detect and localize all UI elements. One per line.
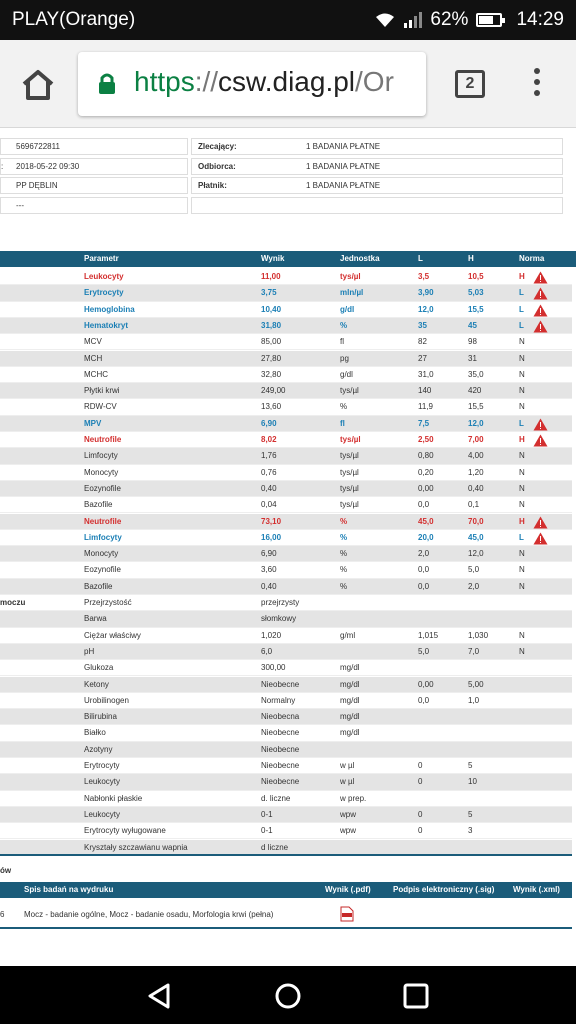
cell-h: 15,5 xyxy=(468,304,484,314)
cell-p: RDW-CV xyxy=(84,402,117,412)
address-bar[interactable] xyxy=(78,52,426,116)
cell-n: L xyxy=(519,418,524,428)
cell-l: 3,5 xyxy=(418,272,430,281)
cell-l: 20,0 xyxy=(418,532,434,542)
cell-p: Nabłonki płaskie xyxy=(84,793,143,803)
table-row xyxy=(0,595,572,611)
cell-p: Azotyny xyxy=(84,744,113,754)
cell-p: Bazofile xyxy=(84,581,113,591)
cell-l: 0,00 xyxy=(418,679,434,689)
cell-w: Nieobecne xyxy=(261,761,300,770)
cell-l: 82 xyxy=(418,337,427,347)
cell-j: % xyxy=(340,565,348,575)
cell-p: Przejrzystość xyxy=(84,598,132,607)
order-party xyxy=(191,138,563,155)
cell-w: przejrzysty xyxy=(261,598,300,607)
cell-h: 7,00 xyxy=(468,435,484,444)
cell-j: wpw xyxy=(340,826,357,836)
cell-w: 0,76 xyxy=(261,467,277,477)
cell-l: 0,80 xyxy=(418,451,434,461)
cell-h: 5,0 xyxy=(468,565,480,575)
cell-h: 45,0 xyxy=(468,532,484,542)
col-wynik: Wynik xyxy=(261,254,285,263)
order-field-value: 5696722811 xyxy=(16,142,60,151)
docs-section-label: ów xyxy=(0,866,12,875)
divider xyxy=(0,854,572,856)
cell-n: N xyxy=(519,402,525,412)
cell-j: mg/dl xyxy=(340,712,360,722)
cell-w: 13,60 xyxy=(261,402,282,412)
section-label: moczu xyxy=(0,598,26,607)
table-row xyxy=(0,546,572,562)
warning-icon xyxy=(533,271,548,284)
table-row xyxy=(0,791,572,807)
cell-w: Nieobecne xyxy=(261,744,300,754)
cell-w: 6,90 xyxy=(261,418,277,428)
cell-w: 11,00 xyxy=(261,272,281,281)
cell-p: Hematokryt xyxy=(84,320,129,330)
cell-j: g/dl xyxy=(340,304,355,314)
table-row xyxy=(0,334,572,350)
back-icon[interactable] xyxy=(146,982,172,1010)
cell-w: d. liczne xyxy=(261,793,291,803)
cell-p: Neutrofile xyxy=(84,516,122,526)
cell-l: 3,90 xyxy=(418,288,434,298)
cell-p: Ciężar właściwy xyxy=(84,630,141,640)
cell-w: 6,0 xyxy=(261,646,273,656)
order-field-prefix: : xyxy=(1,162,4,171)
cell-j: % xyxy=(340,516,348,526)
cell-p: Płytki krwi xyxy=(84,386,120,396)
table-row xyxy=(0,318,572,334)
home-icon[interactable] xyxy=(18,68,58,102)
table-row xyxy=(0,644,572,660)
cell-p: MCHC xyxy=(84,369,108,379)
table-row xyxy=(0,562,572,578)
cell-j: % xyxy=(340,320,348,330)
cell-l: 31,0 xyxy=(418,369,434,379)
cell-l: 0 xyxy=(418,826,423,836)
cell-l: 0 xyxy=(418,777,423,787)
cell-j: % xyxy=(340,402,348,412)
order-field xyxy=(0,177,188,194)
cell-j: w µl xyxy=(340,777,355,787)
col-norma: Norma xyxy=(519,254,545,263)
order-party xyxy=(191,197,563,214)
cell-h: 5 xyxy=(468,809,473,819)
table-row xyxy=(0,611,572,627)
col-jednostka: Jednostka xyxy=(340,254,380,263)
browser-toolbar xyxy=(0,40,576,128)
col-xml: Wynik (.xml) xyxy=(513,885,560,894)
cell-l: 35 xyxy=(418,320,427,330)
cell-h: 31 xyxy=(468,353,477,363)
order-party-label: Zlecający: xyxy=(198,142,237,151)
warning-icon xyxy=(533,532,548,545)
col-pdf: Wynik (.pdf) xyxy=(325,885,371,894)
cell-j: tys/µl xyxy=(340,451,359,461)
cell-w: 27,80 xyxy=(261,353,282,363)
docs-row xyxy=(0,906,572,926)
cell-n: N xyxy=(519,581,525,591)
cell-w: 32,80 xyxy=(261,369,282,379)
order-field xyxy=(0,158,188,175)
col-h: H xyxy=(468,254,474,263)
docs-table-header xyxy=(0,882,572,898)
cell-j: % xyxy=(340,532,348,542)
table-row xyxy=(0,693,572,709)
cell-j: tys/µl xyxy=(340,483,359,493)
table-row xyxy=(0,758,572,774)
table-row xyxy=(0,514,572,530)
cell-j: fl xyxy=(340,337,344,347)
warning-icon xyxy=(533,516,548,529)
cell-j: mg/dl xyxy=(340,695,360,705)
cell-l: 1,015 xyxy=(418,630,439,640)
cell-w: 0-1 xyxy=(261,809,273,819)
carrier-name: PLAY(Orange) xyxy=(12,9,136,30)
cell-n: N xyxy=(519,565,525,575)
cell-n: N xyxy=(519,467,525,477)
cell-n: N xyxy=(519,630,525,640)
overflow-menu-icon[interactable] xyxy=(532,68,542,100)
cell-n: N xyxy=(519,451,525,461)
cell-w: słomkowy xyxy=(261,614,297,624)
cell-l: 0,0 xyxy=(418,581,430,591)
cell-l: 0,0 xyxy=(418,695,430,705)
cell-h: 0,1 xyxy=(468,500,480,510)
cell-j: mg/dl xyxy=(340,728,360,738)
cell-j: w prep. xyxy=(340,793,367,803)
warning-icon xyxy=(533,418,548,431)
cell-w: 249,00 xyxy=(261,386,286,396)
order-party-value: 1 BADANIA PŁATNE xyxy=(306,142,381,151)
table-row xyxy=(0,465,572,481)
cell-h: 12,0 xyxy=(468,549,484,559)
battery-percent: 62% xyxy=(430,9,469,30)
cell-n: N xyxy=(519,337,525,347)
cell-j: mg/dl xyxy=(340,663,360,673)
cell-p: Monocyty xyxy=(84,467,119,477)
cell-p: Limfocyty xyxy=(84,451,118,461)
cell-l: 0,0 xyxy=(418,565,430,575)
pdf-icon[interactable] xyxy=(340,906,354,922)
cell-l: 0,20 xyxy=(418,467,434,477)
order-field-value: 2018-05-22 09:30 xyxy=(16,162,80,171)
cell-p: MCH xyxy=(84,353,103,363)
cell-p: Erytrocyty xyxy=(84,761,120,770)
table-row xyxy=(0,807,572,823)
order-party xyxy=(191,158,563,175)
cell-j: % xyxy=(340,581,348,591)
table-row xyxy=(0,383,572,399)
cell-h: 10 xyxy=(468,777,477,787)
cell-h: 1,030 xyxy=(468,630,489,640)
table-row xyxy=(0,709,572,725)
order-field-value: PP DĘBLIN xyxy=(16,181,58,190)
cell-w: 6,90 xyxy=(261,549,277,559)
table-row xyxy=(0,677,572,693)
cell-w: 16,00 xyxy=(261,532,282,542)
android-nav-bar xyxy=(0,966,576,1024)
url-text xyxy=(134,66,394,98)
cell-w: 1,76 xyxy=(261,451,277,461)
wifi-icon xyxy=(374,11,396,29)
cell-p: Bazofile xyxy=(84,500,113,510)
cell-w: 1,020 xyxy=(261,630,282,640)
cell-l: 0 xyxy=(418,761,423,770)
cell-h: 4,00 xyxy=(468,451,484,461)
cell-j: tys/µl xyxy=(340,386,359,396)
cell-h: 5,00 xyxy=(468,679,484,689)
col-parametr: Parametr xyxy=(84,254,119,263)
cell-h: 70,0 xyxy=(468,516,484,526)
docs-row-number: 6 xyxy=(0,910,5,919)
cell-h: 420 xyxy=(468,386,482,396)
table-row xyxy=(0,823,572,839)
cell-l: 2,50 xyxy=(418,435,434,444)
cell-h: 1,0 xyxy=(468,695,480,705)
table-row xyxy=(0,742,572,758)
table-row xyxy=(0,285,572,301)
status-bar xyxy=(0,0,576,40)
col-sig: Podpis elektroniczny (.sig) xyxy=(393,885,495,894)
cell-p: Bilirubina xyxy=(84,712,117,722)
clock: 14:29 xyxy=(516,9,564,30)
table-row xyxy=(0,269,572,285)
table-row xyxy=(0,448,572,464)
cell-n: H xyxy=(519,516,525,526)
cell-j: g/dl xyxy=(340,369,353,379)
col-l: L xyxy=(418,254,423,263)
table-row xyxy=(0,774,572,790)
cell-j: wpw xyxy=(340,809,357,819)
cell-j: % xyxy=(340,549,348,559)
warning-icon xyxy=(533,320,548,333)
cell-h: 5 xyxy=(468,761,473,770)
cell-p: Limfocyty xyxy=(84,532,122,542)
cell-p: Białko xyxy=(84,728,106,738)
cell-h: 15,5 xyxy=(468,402,484,412)
cell-n: L xyxy=(519,304,524,314)
cell-h: 12,0 xyxy=(468,418,484,428)
home-nav-icon[interactable] xyxy=(274,982,302,1010)
cell-w: Nieobecne xyxy=(261,777,300,787)
cell-l: 0,00 xyxy=(418,483,434,493)
cell-w: 3,60 xyxy=(261,565,277,575)
cell-w: 8,02 xyxy=(261,435,277,444)
cell-w: 0,40 xyxy=(261,581,277,591)
cell-p: Barwa xyxy=(84,614,107,624)
col-list: Spis badań na wydruku xyxy=(24,885,114,894)
cell-p: Urobilinogen xyxy=(84,695,129,705)
cell-n: N xyxy=(519,353,525,363)
table-row xyxy=(0,530,572,546)
table-row xyxy=(0,725,572,741)
table-row xyxy=(0,367,572,383)
cell-j: tys/µl xyxy=(340,500,359,510)
cell-p: Leukocyty xyxy=(84,272,124,281)
results-table-header xyxy=(0,251,576,267)
order-field-value: --- xyxy=(16,201,24,210)
cell-w: 85,00 xyxy=(261,337,282,347)
url-path: /Or xyxy=(355,66,394,97)
table-row xyxy=(0,351,572,367)
cell-h: 7,0 xyxy=(468,646,480,656)
cell-n: L xyxy=(519,532,524,542)
page-content xyxy=(0,128,576,966)
cell-j: w µl xyxy=(340,761,355,770)
signal-icon xyxy=(402,11,424,29)
cell-h: 2,0 xyxy=(468,581,480,591)
cell-j: tys/µl xyxy=(340,272,361,281)
cell-w: 0,04 xyxy=(261,500,277,510)
warning-icon xyxy=(533,304,548,317)
cell-p: Eozynofile xyxy=(84,565,121,575)
cell-j: fl xyxy=(340,418,345,428)
cell-p: Erytrocyty wyługowane xyxy=(84,826,166,836)
cell-h: 1,20 xyxy=(468,467,484,477)
tab-switcher-button[interactable]: 2 xyxy=(455,70,485,98)
cell-p: MCV xyxy=(84,337,102,347)
cell-h: 98 xyxy=(468,337,477,347)
battery-icon xyxy=(476,13,502,27)
cell-j: mln/µl xyxy=(340,288,364,298)
cell-n: H xyxy=(519,435,525,444)
table-row xyxy=(0,660,572,676)
cell-n: H xyxy=(519,272,525,281)
cell-l: 5,0 xyxy=(418,646,430,656)
cell-l: 2,0 xyxy=(418,549,430,559)
order-party-label: Płatnik: xyxy=(198,181,227,190)
cell-w: 300,00 xyxy=(261,663,286,673)
cell-h: 3 xyxy=(468,826,473,836)
lock-icon xyxy=(98,72,116,96)
cell-j: g/ml xyxy=(340,630,356,640)
cell-p: Leukocyty xyxy=(84,809,121,819)
table-row xyxy=(0,497,572,513)
cell-w: Normalny xyxy=(261,695,296,705)
url-scheme: https xyxy=(134,66,195,97)
cell-l: 140 xyxy=(418,386,432,396)
cell-w: 10,40 xyxy=(261,304,282,314)
cell-n: L xyxy=(519,288,524,298)
cell-p: Leukocyty xyxy=(84,777,121,787)
cell-j: mg/dl xyxy=(340,679,360,689)
order-field xyxy=(0,197,188,214)
cell-n: N xyxy=(519,646,525,656)
table-row xyxy=(0,302,572,318)
cell-l: 12,0 xyxy=(418,304,434,314)
order-field xyxy=(0,138,188,155)
cell-w: Nieobecna xyxy=(261,712,300,722)
cell-j: tys/µl xyxy=(340,467,359,477)
cell-h: 45 xyxy=(468,320,477,330)
cell-h: 5,03 xyxy=(468,288,484,298)
warning-icon xyxy=(533,287,548,300)
cell-w: d liczne xyxy=(261,842,289,852)
table-row xyxy=(0,432,572,448)
cell-p: Kryształy szczawianu wapnia xyxy=(84,842,188,852)
cell-n: N xyxy=(519,549,525,559)
cell-h: 0,40 xyxy=(468,483,484,493)
cell-p: pH xyxy=(84,646,95,656)
cell-w: 0,40 xyxy=(261,483,277,493)
cell-n: L xyxy=(519,320,524,330)
cell-w: 73,10 xyxy=(261,516,282,526)
cell-n: N xyxy=(519,369,525,379)
table-row xyxy=(0,416,572,432)
cell-j: tys/µl xyxy=(340,435,361,444)
recents-icon[interactable] xyxy=(403,983,429,1009)
cell-w: 3,75 xyxy=(261,288,277,298)
cell-w: 0-1 xyxy=(261,826,273,836)
cell-h: 10,5 xyxy=(468,272,484,281)
cell-w: Nieobecne xyxy=(261,679,300,689)
order-party-value: 1 BADANIA PŁATNE xyxy=(306,162,381,171)
cell-l: 27 xyxy=(418,353,427,363)
table-row xyxy=(0,481,572,497)
cell-n: N xyxy=(519,500,525,510)
cell-w: 31,80 xyxy=(261,320,282,330)
cell-p: Erytrocyty xyxy=(84,288,124,298)
cell-p: Neutrofile xyxy=(84,435,122,444)
order-party-label: Odbiorca: xyxy=(198,162,236,171)
order-party-value: 1 BADANIA PŁATNE xyxy=(306,181,381,190)
cell-l: 7,5 xyxy=(418,418,430,428)
cell-n: N xyxy=(519,483,525,493)
table-row xyxy=(0,628,572,644)
cell-p: Ketony xyxy=(84,679,109,689)
table-row xyxy=(0,399,572,415)
url-host: csw.diag.pl xyxy=(218,66,356,97)
cell-p: Monocyty xyxy=(84,549,119,559)
cell-p: MPV xyxy=(84,418,102,428)
cell-p: Eozynofile xyxy=(84,483,121,493)
cell-l: 45,0 xyxy=(418,516,434,526)
url-separator: :// xyxy=(194,66,219,97)
cell-w: Nieobecne xyxy=(261,728,300,738)
cell-n: N xyxy=(519,386,525,396)
warning-icon xyxy=(533,434,548,447)
cell-l: 0,0 xyxy=(418,500,430,510)
cell-l: 0 xyxy=(418,809,423,819)
table-row xyxy=(0,579,572,595)
cell-p: Hemoglobina xyxy=(84,304,135,314)
docs-row-list: Mocz - badanie ogólne, Mocz - badanie osadu, Morfologia krwi (pełna) xyxy=(24,910,274,919)
order-party xyxy=(191,177,563,194)
cell-h: 35,0 xyxy=(468,369,484,379)
cell-j: pg xyxy=(340,353,349,363)
divider xyxy=(0,927,572,929)
cell-l: 11,9 xyxy=(418,402,433,412)
cell-p: Glukoza xyxy=(84,663,114,673)
